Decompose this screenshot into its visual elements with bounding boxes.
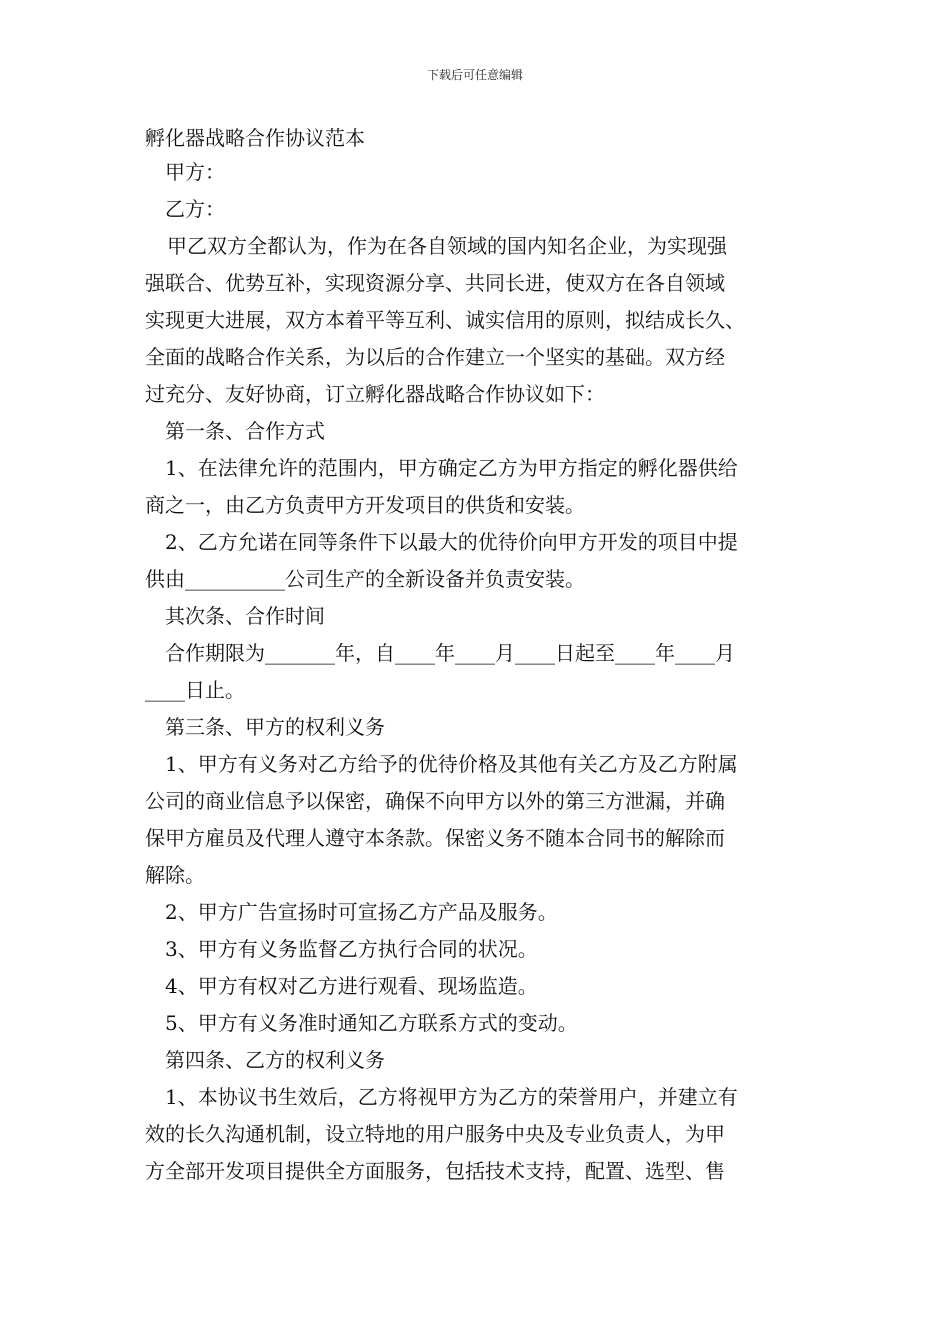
- intro-line: 强联合、优势互补，实现资源分享、共同长进，使双方在各自领域: [145, 271, 725, 295]
- article1-item2-line: 供由__________公司生产的全新设备并负责安装。: [145, 567, 585, 591]
- article3-item5: 5、甲方有义务准时通知乙方联系方式的变动。: [165, 1011, 578, 1035]
- article1-item1-line: 商之一，由乙方负责甲方开发项目的供货和安装。: [145, 493, 585, 517]
- article3-item1-line: 1、甲方有义务对乙方给予的优待价格及其他有关乙方及乙方附属: [165, 752, 738, 776]
- article3-heading: 第三条、甲方的权利义务: [165, 715, 385, 739]
- article2-term-line: ____日止。: [145, 678, 245, 702]
- intro-line: 实现更大进展，双方本着平等互利、诚实信用的原则，拟结成长久、: [145, 308, 745, 332]
- article3-item4: 4、甲方有权对乙方进行观看、现场监造。: [165, 974, 538, 998]
- article3-item3: 3、甲方有义务监督乙方执行合同的状况。: [165, 937, 538, 961]
- article3-item1-line: 保甲方雇员及代理人遵守本条款。保密义务不随本合同书的解除而: [145, 826, 725, 850]
- article2-heading: 其次条、合作时间: [165, 604, 325, 628]
- party-b-line: 乙方：: [165, 197, 225, 221]
- article3-item2: 2、甲方广告宣扬时可宣扬乙方产品及服务。: [165, 900, 558, 924]
- intro-line: 过充分、友好协商，订立孵化器战略合作协议如下：: [145, 382, 605, 406]
- page-header-note: 下载后可任意编辑: [426, 68, 523, 82]
- article4-item1-line: 方全部开发项目提供全方面服务，包括技术支持，配置、选型、售: [145, 1159, 725, 1183]
- article4-item1-line: 1、本协议书生效后，乙方将视甲方为乙方的荣誉用户，并建立有: [165, 1085, 738, 1109]
- party-a-line: 甲方：: [165, 160, 225, 184]
- article3-item1-line: 解除。: [145, 863, 205, 887]
- article3-item1-line: 公司的商业信息予以保密，确保不向甲方以外的第三方泄漏，并确: [145, 789, 725, 813]
- article1-item1-line: 1、在法律允许的范围内，甲方确定乙方为甲方指定的孵化器供给: [165, 456, 738, 480]
- intro-line: 全面的战略合作关系，为以后的合作建立一个坚实的基础。双方经: [145, 345, 725, 369]
- article4-item1-line: 效的长久沟通机制，设立特地的用户服务中央及专业负责人，为甲: [145, 1122, 725, 1146]
- article1-item2-line: 2、乙方允诺在同等条件下以最大的优待价向甲方开发的项目中提: [165, 530, 738, 554]
- article4-heading: 第四条、乙方的权利义务: [165, 1048, 385, 1072]
- article1-heading: 第一条、合作方式: [165, 419, 325, 443]
- document-title: 孵化器战略合作协议范本: [145, 126, 365, 150]
- intro-line: 甲乙双方全都认为，作为在各自领域的国内知名企业，为实现强: [167, 234, 727, 258]
- article2-term-line: 合作期限为_______年，自____年____月____日起至____年____月: [165, 641, 735, 665]
- document-body: [145, 154, 807, 1190]
